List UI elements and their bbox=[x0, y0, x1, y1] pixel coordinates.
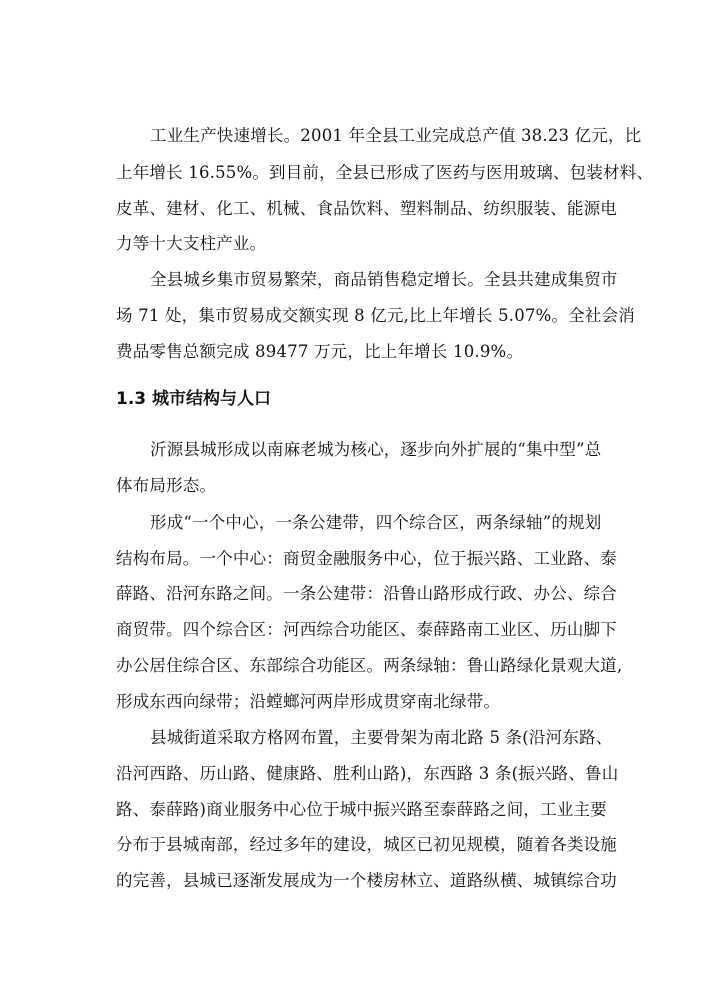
paragraph-line: 上年增长 16.55%。到目前，全县已形成了医药与医用玻璃、包装材料、 bbox=[116, 163, 654, 182]
paragraph-line: 体布局形态。 bbox=[116, 476, 217, 495]
paragraph-line: 路、泰薛路)商业服务中心位于城中振兴路至泰薛路之间，工业主要 bbox=[116, 800, 607, 819]
paragraph-line: 沂源县城形成以南麻老城为核心，逐步向外扩展的“集中型”总 bbox=[150, 440, 602, 459]
paragraph-line: 形成东西向绿带；沿螳螂河两岸形成贯穿南北绿带。 bbox=[116, 692, 501, 711]
paragraph-line: 形成“一个中心，一条公建带，四个综合区，两条绿轴”的规划 bbox=[150, 513, 602, 532]
paragraph-line: 力等十大支柱产业。 bbox=[116, 234, 267, 253]
paragraph-line: 沿河西路、历山路、健康路、胜利山路)，东西路 3 条(振兴路、鲁山 bbox=[116, 764, 619, 783]
paragraph-line: 薛路、沿河东路之间。一条公建带：沿鲁山路形成行政、办公、综合 bbox=[116, 584, 617, 603]
paragraph-line: 办公居住综合区、东部综合功能区。两条绿轴：鲁山路绿化景观大道, bbox=[116, 656, 623, 675]
paragraph-line: 皮革、建材、化工、机械、食品饮料、塑料制品、纺织服装、能源电 bbox=[116, 199, 617, 218]
paragraph-line: 县城街道采取方格网布置，主要骨架为南北路 5 条(沿河东路、 bbox=[150, 728, 613, 747]
section-heading: 1.3 城市结构与人口 bbox=[116, 389, 272, 409]
paragraph-line: 的完善，县城已逐渐发展成为一个楼房林立、道路纵横、城镇综合功 bbox=[116, 871, 617, 890]
paragraph-line: 商贸带。四个综合区：河西综合功能区、泰薛路南工业区、历山脚下 bbox=[116, 620, 617, 639]
paragraph-line: 分布于县城南部，经过多年的建设，城区已初见规模，随着各类设施 bbox=[116, 835, 617, 854]
paragraph-line: 工业生产快速增长。2001 年全县工业完成总产值 38.23 亿元，比 bbox=[150, 126, 642, 145]
paragraph-line: 费品零售总额完成 89477 万元，比上年增长 10.9%。 bbox=[116, 342, 524, 361]
paragraph-line: 全县城乡集市贸易繁荣，商品销售稳定增长。全县共建成集贸市 bbox=[150, 270, 618, 289]
paragraph-line: 结构布局。一个中心：商贸金融服务中心，位于振兴路、工业路、泰 bbox=[116, 549, 617, 568]
paragraph-line: 场 71 处，集市贸易成交额实现 8 亿元,比上年增长 5.07%。全社会消 bbox=[116, 306, 635, 325]
